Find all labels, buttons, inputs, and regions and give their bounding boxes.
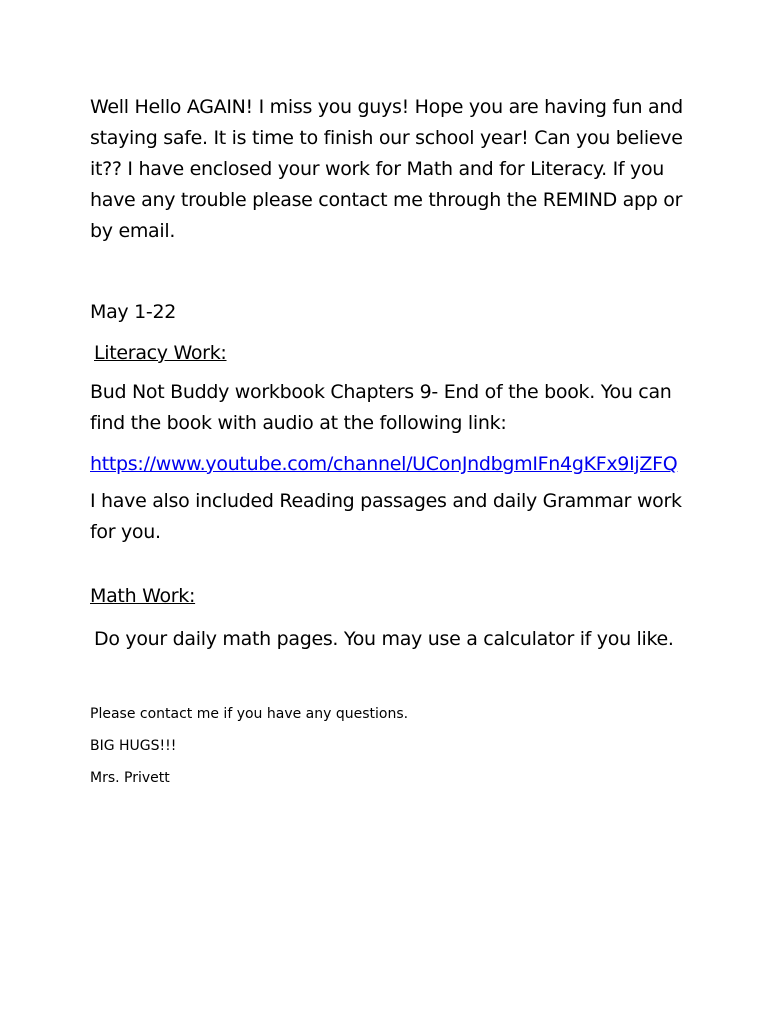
literacy-instructions: Bud Not Buddy workbook Chapters 9- End of the book. You can find the book with audio at the following link: <box>90 381 672 434</box>
contact-note: Please contact me if you have any questions. <box>90 706 409 722</box>
youtube-link[interactable]: https://www.youtube.com/channel/UConJndbgmIFn4gKFx9IjZFQ <box>90 453 678 475</box>
intro-paragraph: Well Hello AGAIN! I miss you guys! Hope you are having fun and staying safe. It is time to finish our school year! Can you believe it?? I have enclosed your work for Math and for Literacy. If you have any trouble please contact me through the REMIND app or by email. <box>90 96 683 242</box>
signature: Mrs. Privett <box>90 770 170 786</box>
literacy-extra: I have also included Reading passages and daily Grammar work for you. <box>90 490 682 543</box>
math-instructions: Do your daily math pages. You may use a calculator if you like. <box>94 628 674 650</box>
big-hugs: BIG HUGS!!! <box>90 738 177 754</box>
literacy-heading: Literacy Work: <box>94 342 227 364</box>
letter <box>90 92 690 789</box>
math-heading: Math Work: <box>90 585 196 607</box>
date-range: May 1-22 <box>90 301 177 323</box>
